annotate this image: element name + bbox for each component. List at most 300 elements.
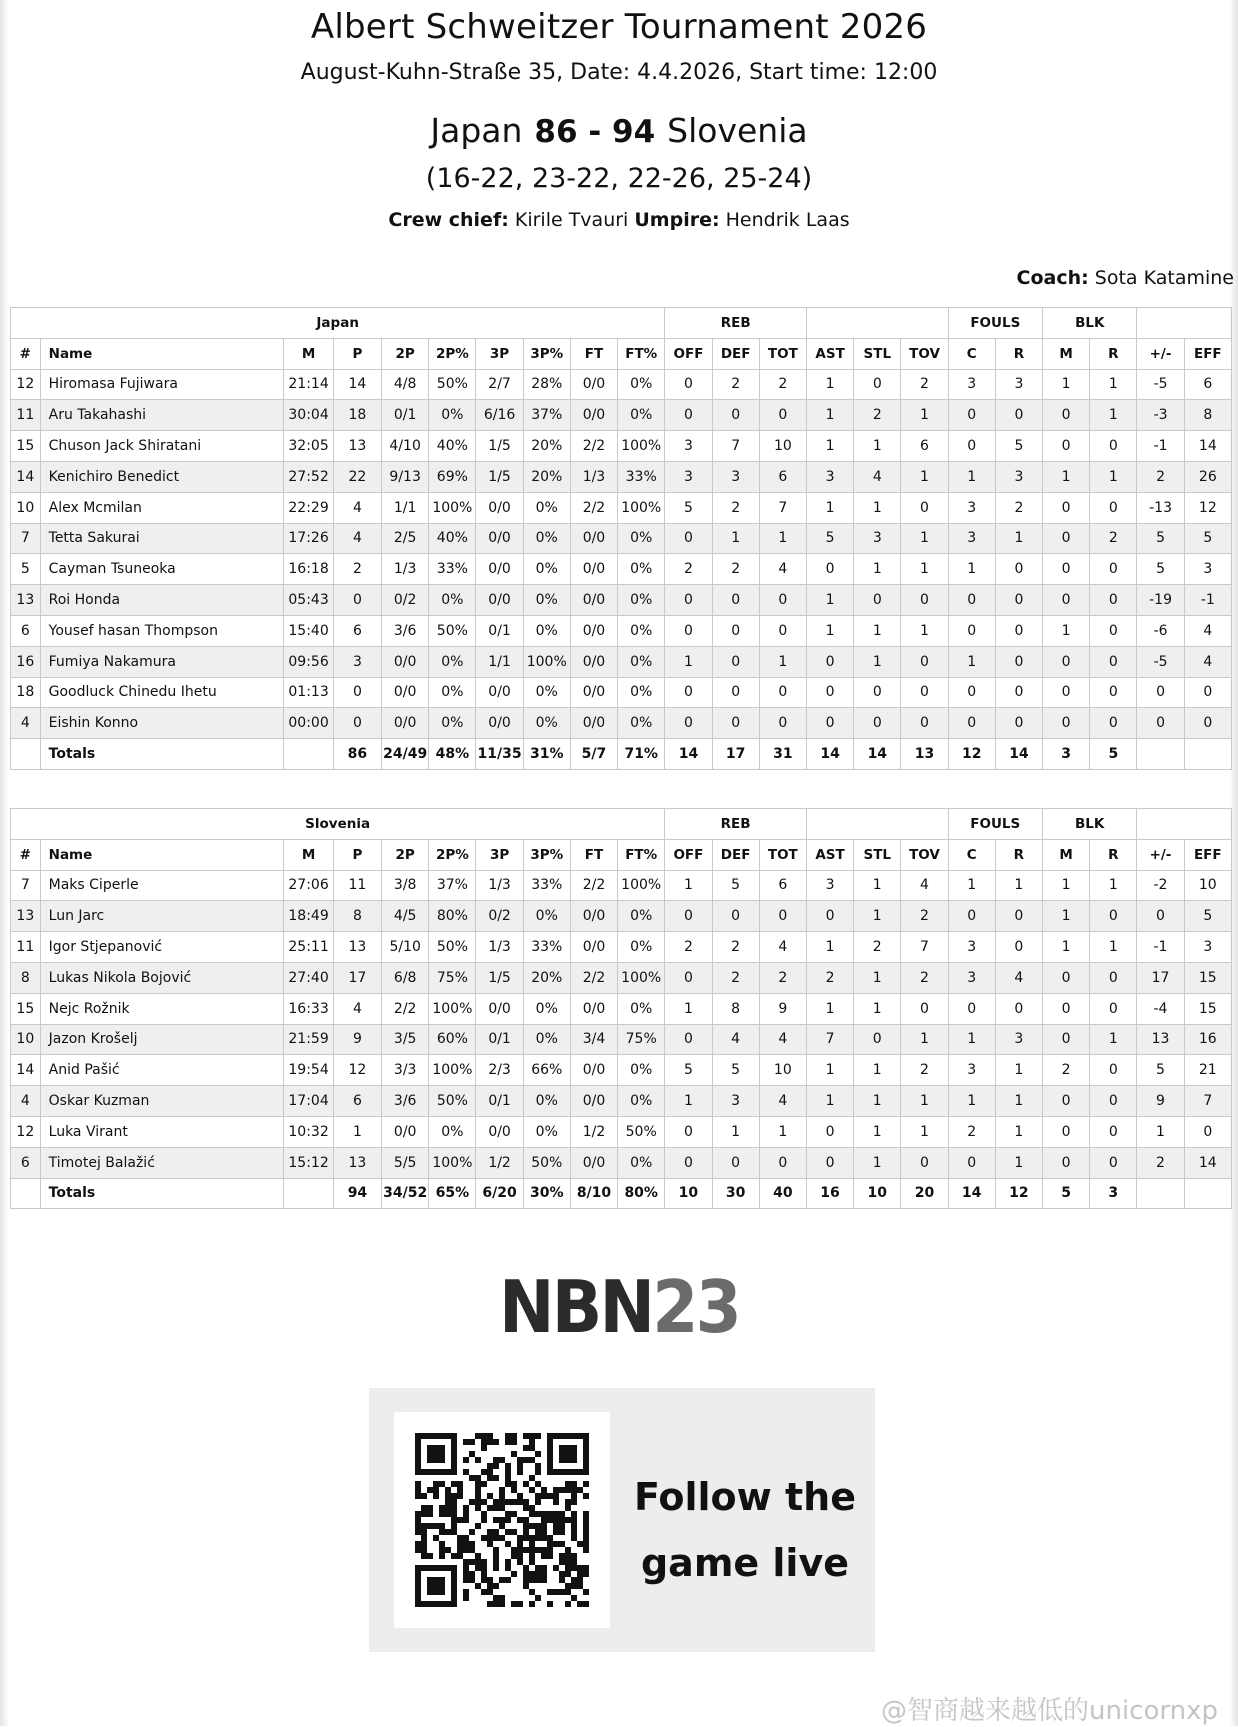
follow-live-panel	[369, 1388, 875, 1652]
totals-cell: 14	[665, 739, 712, 770]
rebounds-group-header: REB	[665, 308, 807, 339]
stat-cell: 0	[995, 708, 1042, 739]
stat-cell: 0	[807, 708, 854, 739]
stat-cell: 8	[1184, 400, 1231, 431]
stat-cell: 37%	[523, 400, 570, 431]
totals-cell: 14	[807, 739, 854, 770]
stat-cell: 2	[712, 962, 759, 993]
totals-cell: 48%	[429, 739, 476, 770]
column-header: 2P%	[429, 338, 476, 369]
stat-cell: 2/7	[476, 369, 523, 400]
stat-cell: 100%	[429, 492, 476, 523]
stat-cell: 100%	[618, 492, 665, 523]
stat-cell: 1	[759, 1116, 806, 1147]
stat-cell: 0	[1043, 400, 1090, 431]
stat-cell: 1	[806, 932, 853, 963]
watermark-text: @智商越来越低的unicornxp	[881, 1696, 1218, 1726]
stat-cell: 1	[995, 1116, 1042, 1147]
stat-cell: 3	[854, 523, 901, 554]
stat-cell: 0	[333, 585, 381, 616]
stat-cell: 2	[948, 1116, 995, 1147]
column-header: DEF	[712, 839, 759, 870]
stat-cell: 3	[712, 461, 759, 492]
stat-cell: 50%	[429, 615, 476, 646]
column-header: TOT	[759, 839, 806, 870]
stat-cell: 50%	[618, 1116, 665, 1147]
totals-cell: Totals	[40, 739, 284, 770]
stat-cell: 0	[665, 708, 712, 739]
stat-cell: 1	[948, 1086, 995, 1117]
stat-cell: 11	[11, 932, 41, 963]
stat-cell: 0%	[523, 708, 570, 739]
stat-cell: 30:04	[284, 400, 333, 431]
stat-cell: 100%	[618, 962, 665, 993]
totals-cell: 12	[948, 739, 995, 770]
player-name: Lun Jarc	[40, 901, 284, 932]
column-header: #	[11, 839, 41, 870]
stat-cell: 0	[1043, 492, 1090, 523]
stat-cell: 0/0	[570, 400, 617, 431]
stat-cell: 0%	[618, 901, 665, 932]
stat-cell: 3	[807, 461, 854, 492]
stat-cell: 4	[995, 962, 1042, 993]
stat-cell: 0%	[523, 1116, 570, 1147]
stat-cell: 11	[333, 870, 381, 901]
stat-cell: 0	[995, 646, 1042, 677]
stat-cell: 100%	[429, 1055, 476, 1086]
stat-cell: 0%	[523, 615, 570, 646]
column-header: P	[333, 839, 381, 870]
stat-cell: 4	[854, 461, 901, 492]
qr-code-graphic	[394, 1412, 610, 1628]
stat-cell: 0	[1090, 993, 1137, 1024]
stat-cell: 0%	[523, 993, 570, 1024]
column-header: C	[948, 338, 995, 369]
group-header-row	[11, 308, 1232, 339]
column-header: OFF	[665, 839, 712, 870]
player-row	[11, 901, 1232, 932]
stat-cell: 1	[665, 1086, 712, 1117]
totals-cell: 30	[712, 1178, 759, 1209]
stat-cell: 5/10	[382, 932, 429, 963]
stat-cell: 11	[11, 400, 41, 431]
stat-cell: 0%	[523, 492, 570, 523]
player-row	[11, 1024, 1232, 1055]
stat-cell: 3	[665, 461, 712, 492]
follow-live-text	[631, 1464, 859, 1596]
stat-cell: 3/8	[382, 870, 429, 901]
player-name: Maks Ciperle	[40, 870, 284, 901]
quarter-scores: (16-22, 23-22, 22-26, 25-24)	[425, 163, 813, 194]
venue-date-line: August-Kuhn-Straße 35, Date: 4.4.2026, Start time: 12:00	[300, 60, 938, 85]
stat-cell: 16:33	[284, 993, 333, 1024]
stat-cell: 2	[712, 554, 759, 585]
stat-cell: 0	[759, 708, 806, 739]
stat-cell: 0%	[429, 1116, 476, 1147]
stat-cell: 1/3	[476, 932, 523, 963]
totals-cell: 8/10	[570, 1178, 617, 1209]
stat-cell: 0	[1137, 677, 1184, 708]
stat-cell: 17	[333, 962, 381, 993]
stat-cell: 5	[995, 431, 1042, 462]
totals-cell: 3	[1043, 739, 1090, 770]
stat-cell: 1	[712, 523, 759, 554]
stat-cell: 0%	[429, 677, 476, 708]
nbn23-logo	[0, 1268, 1238, 1342]
stat-cell: 0/0	[570, 1086, 617, 1117]
stat-cell: 4	[11, 708, 41, 739]
stat-cell: 0%	[618, 1086, 665, 1117]
stat-cell: 10	[759, 1055, 806, 1086]
stat-cell: 1	[1043, 369, 1090, 400]
stat-cell: 32:05	[284, 431, 333, 462]
stat-cell: 7	[759, 492, 806, 523]
stat-cell: 1	[854, 870, 901, 901]
stat-cell: 0%	[429, 646, 476, 677]
stat-cell: 0	[854, 677, 901, 708]
stat-cell: 1	[712, 1116, 759, 1147]
stat-cell: 2	[1137, 461, 1184, 492]
stat-cell: 1	[948, 870, 995, 901]
stat-cell: 0/0	[570, 585, 617, 616]
stat-cell: 50%	[523, 1147, 570, 1178]
stat-cell: 14	[1184, 431, 1231, 462]
column-header: M	[284, 839, 333, 870]
player-row	[11, 1086, 1232, 1117]
stat-cell: 1	[854, 962, 901, 993]
totals-cell	[11, 739, 41, 770]
column-header: FT	[570, 338, 617, 369]
stat-cell: 1	[807, 615, 854, 646]
rebounds-group-header: REB	[665, 809, 807, 840]
stat-cell: 0	[665, 615, 712, 646]
stat-cell: 15	[11, 431, 41, 462]
stat-cell: 0	[854, 369, 901, 400]
totals-cell: 3	[1090, 1178, 1137, 1209]
stat-cell: 0/0	[382, 677, 429, 708]
stat-cell: 1	[948, 1024, 995, 1055]
player-name: Hiromasa Fujiwara	[40, 369, 284, 400]
stat-cell: 0%	[618, 585, 665, 616]
blank-group-header	[1137, 809, 1232, 840]
stat-cell: 3	[665, 431, 712, 462]
stat-cell: 0/0	[476, 993, 523, 1024]
stat-cell: 0	[1042, 962, 1089, 993]
totals-cell	[1184, 739, 1231, 770]
totals-cell	[284, 739, 333, 770]
player-row	[11, 962, 1232, 993]
stat-cell: 20%	[523, 461, 570, 492]
stat-cell: 1	[1090, 1024, 1137, 1055]
stat-cell: 2	[665, 932, 712, 963]
stat-cell: 18	[333, 400, 381, 431]
stat-cell: 3/3	[382, 1055, 429, 1086]
stat-cell: 1	[1042, 901, 1089, 932]
stat-cell: 5	[665, 1055, 712, 1086]
player-name: Goodluck Chinedu Ihetu	[40, 677, 284, 708]
stat-cell: 1	[995, 870, 1042, 901]
stat-cell: 0/0	[476, 677, 523, 708]
stat-cell: 16:18	[284, 554, 333, 585]
stat-cell: 3	[995, 461, 1042, 492]
column-header: FT%	[618, 338, 665, 369]
stat-cell: 1	[854, 554, 901, 585]
stat-cell: 0	[995, 993, 1042, 1024]
stat-cell: 2	[854, 400, 901, 431]
stat-cell: 8	[333, 901, 381, 932]
stat-cell: 2/3	[476, 1055, 523, 1086]
stat-cell: 0%	[618, 993, 665, 1024]
stat-cell: 1	[1137, 1116, 1184, 1147]
stat-cell: 0	[1137, 708, 1184, 739]
stat-cell: 17:26	[284, 523, 333, 554]
stat-cell: 2/5	[382, 523, 429, 554]
stat-cell: 21	[1184, 1055, 1231, 1086]
stat-cell: 9	[1137, 1086, 1184, 1117]
stat-cell: 0	[806, 1147, 853, 1178]
stat-cell: 0	[948, 585, 995, 616]
stat-cell: 1	[1042, 870, 1089, 901]
stat-cell: 0/0	[476, 554, 523, 585]
stat-cell: 0	[1090, 962, 1137, 993]
totals-cell: 14	[948, 1178, 995, 1209]
stat-cell: 9	[759, 993, 806, 1024]
stat-cell: 13	[1137, 1024, 1184, 1055]
totals-cell: 31%	[523, 739, 570, 770]
stat-cell: 27:40	[284, 962, 333, 993]
player-row	[11, 677, 1232, 708]
stat-cell: 2/2	[570, 870, 617, 901]
stat-cell: 0/0	[476, 492, 523, 523]
player-row	[11, 932, 1232, 963]
stat-cell: 0	[995, 677, 1042, 708]
player-name: Oskar Kuzman	[40, 1086, 284, 1117]
stat-cell: 1	[1090, 932, 1137, 963]
stat-cell: 0/1	[476, 615, 523, 646]
stat-cell: 25:11	[284, 932, 333, 963]
stat-cell: 4	[333, 523, 381, 554]
totals-cell: Totals	[40, 1178, 284, 1209]
stat-cell: 5	[1137, 554, 1184, 585]
stat-cell: 0/0	[570, 901, 617, 932]
stat-cell: 1	[759, 523, 806, 554]
column-header: +/-	[1137, 839, 1184, 870]
stat-cell: 0	[948, 431, 995, 462]
totals-cell: 17	[712, 739, 759, 770]
stat-cell: 0	[807, 646, 854, 677]
player-row	[11, 870, 1232, 901]
stat-cell: 33%	[523, 932, 570, 963]
stat-cell: 0	[665, 523, 712, 554]
stat-cell: 1	[807, 492, 854, 523]
group-header-row	[11, 809, 1232, 840]
nbn23-logo-graphic	[499, 1268, 739, 1342]
stat-cell: 1/3	[476, 870, 523, 901]
stat-cell: 17	[1137, 962, 1184, 993]
stat-cell: 28%	[523, 369, 570, 400]
stat-cell: 0%	[618, 523, 665, 554]
totals-cell: 13	[901, 739, 948, 770]
stat-cell: 0%	[523, 1086, 570, 1117]
stat-cell: 2	[333, 554, 381, 585]
stat-cell: 18	[11, 677, 41, 708]
stat-cell: 0%	[523, 901, 570, 932]
stat-cell: 0	[712, 677, 759, 708]
totals-row	[11, 739, 1232, 770]
stat-cell: 0	[665, 962, 712, 993]
stat-cell: 2	[1137, 1147, 1184, 1178]
player-row	[11, 431, 1232, 462]
stat-cell: 1	[333, 1116, 381, 1147]
stat-cell: 16	[11, 646, 41, 677]
stat-cell: 0	[1090, 646, 1137, 677]
stat-cell: 0	[901, 993, 948, 1024]
stat-cell: 0%	[429, 400, 476, 431]
stat-cell: 0	[1090, 492, 1137, 523]
svg-text:NBN23: NBN23	[499, 1268, 739, 1342]
column-header: 3P	[476, 338, 523, 369]
qr-code-icon[interactable]	[394, 1412, 610, 1628]
stat-cell: 2	[665, 554, 712, 585]
stat-cell: 0	[948, 677, 995, 708]
stat-cell: 4	[759, 554, 806, 585]
stat-cell: 0	[1042, 1086, 1089, 1117]
stat-cell: 1	[995, 1055, 1042, 1086]
stat-cell: 0	[901, 677, 948, 708]
fouls-group-header: FOULS	[948, 809, 1042, 840]
player-row	[11, 1055, 1232, 1086]
totals-cell	[11, 1178, 41, 1209]
column-header: +/-	[1137, 338, 1184, 369]
stat-cell: 1	[901, 615, 948, 646]
away-team-name: Slovenia	[667, 111, 808, 150]
stat-cell: 22:29	[284, 492, 333, 523]
stat-cell: -6	[1137, 615, 1184, 646]
player-row	[11, 615, 1232, 646]
stat-cell: 1	[806, 993, 853, 1024]
stat-cell: -1	[1184, 585, 1231, 616]
stat-cell: 5	[1184, 901, 1231, 932]
stat-cell: 0	[995, 400, 1042, 431]
stat-cell: 21:14	[284, 369, 333, 400]
totals-cell: 86	[333, 739, 381, 770]
stat-cell: 20%	[523, 962, 570, 993]
totals-cell: 5	[1090, 739, 1137, 770]
column-header: OFF	[665, 338, 712, 369]
totals-cell	[1137, 1178, 1184, 1209]
stat-cell: 0	[1090, 585, 1137, 616]
stat-cell: 7	[11, 523, 41, 554]
stat-cell: 0	[854, 708, 901, 739]
totals-cell: 24/49	[382, 739, 429, 770]
stat-cell: 15:12	[284, 1147, 333, 1178]
stat-cell: 1	[901, 1086, 948, 1117]
stat-cell: 1	[995, 1147, 1042, 1178]
stat-cell: 1/2	[570, 1116, 617, 1147]
stat-cell: 60%	[429, 1024, 476, 1055]
stat-cell: 3	[948, 492, 995, 523]
stat-cell: 2/2	[382, 993, 429, 1024]
player-row	[11, 1116, 1232, 1147]
stat-cell: 0/0	[570, 1147, 617, 1178]
stat-cell: 6	[11, 615, 41, 646]
stat-cell: 2	[901, 962, 948, 993]
stat-cell: 1	[759, 646, 806, 677]
stat-cell: 6	[759, 870, 806, 901]
stat-cell: 3	[948, 523, 995, 554]
stat-cell: 20%	[523, 431, 570, 462]
stat-cell: 3/4	[570, 1024, 617, 1055]
player-name: Cayman Tsuneoka	[40, 554, 284, 585]
stat-cell: 0	[1090, 901, 1137, 932]
stat-cell: 12	[11, 369, 41, 400]
stat-cell: 0	[948, 993, 995, 1024]
stat-cell: 0/0	[570, 554, 617, 585]
blocks-group-header: BLK	[1042, 809, 1136, 840]
page-edge-left	[0, 0, 9, 1726]
stat-cell: 4	[1184, 615, 1231, 646]
stat-cell: 50%	[429, 1086, 476, 1117]
stat-cell: 2	[995, 492, 1042, 523]
stat-cell: 2	[1042, 1055, 1089, 1086]
stat-cell: -3	[1137, 400, 1184, 431]
stat-cell: 0	[1184, 1116, 1231, 1147]
stat-cell: 5	[1137, 523, 1184, 554]
stat-cell: 14	[333, 369, 381, 400]
stat-cell: 0	[665, 677, 712, 708]
stat-cell: 10	[1184, 870, 1231, 901]
stat-cell: 3	[712, 1086, 759, 1117]
stat-cell: 1	[901, 1116, 948, 1147]
stat-cell: 0/0	[570, 1055, 617, 1086]
column-header: R	[1090, 338, 1137, 369]
stat-cell: 0%	[523, 677, 570, 708]
stat-cell: 0	[1090, 431, 1137, 462]
stat-cell: 3/5	[382, 1024, 429, 1055]
stat-cell: 7	[712, 431, 759, 462]
stat-cell: 7	[1184, 1086, 1231, 1117]
stat-cell: 6	[11, 1147, 41, 1178]
totals-cell: 10	[854, 1178, 901, 1209]
stat-cell: 3/6	[382, 1086, 429, 1117]
stat-cell: 0	[1090, 615, 1137, 646]
column-header: #	[11, 338, 41, 369]
stat-cell: 0	[901, 585, 948, 616]
stat-cell: 5	[807, 523, 854, 554]
totals-cell: 5	[1042, 1178, 1089, 1209]
player-name: Lukas Nikola Bojović	[40, 962, 284, 993]
stat-cell: 2	[759, 369, 806, 400]
column-header: P	[333, 338, 381, 369]
stat-cell: 8	[11, 962, 41, 993]
player-row	[11, 708, 1232, 739]
stat-cell: 1	[948, 646, 995, 677]
stat-cell: 16	[1184, 1024, 1231, 1055]
stat-cell: 3	[806, 870, 853, 901]
stat-cell: 0	[665, 901, 712, 932]
stat-cell: 0/0	[476, 708, 523, 739]
player-name: Aru Takahashi	[40, 400, 284, 431]
blocks-group-header: BLK	[1043, 308, 1137, 339]
stat-cell: 2	[901, 1055, 948, 1086]
stat-cell: 1	[854, 492, 901, 523]
stat-cell: 0	[948, 901, 995, 932]
stat-cell: 14	[11, 1055, 41, 1086]
stat-cell: 7	[806, 1024, 853, 1055]
stat-cell: 0	[1043, 554, 1090, 585]
stat-cell: 14	[11, 461, 41, 492]
stat-cell: 6	[759, 461, 806, 492]
